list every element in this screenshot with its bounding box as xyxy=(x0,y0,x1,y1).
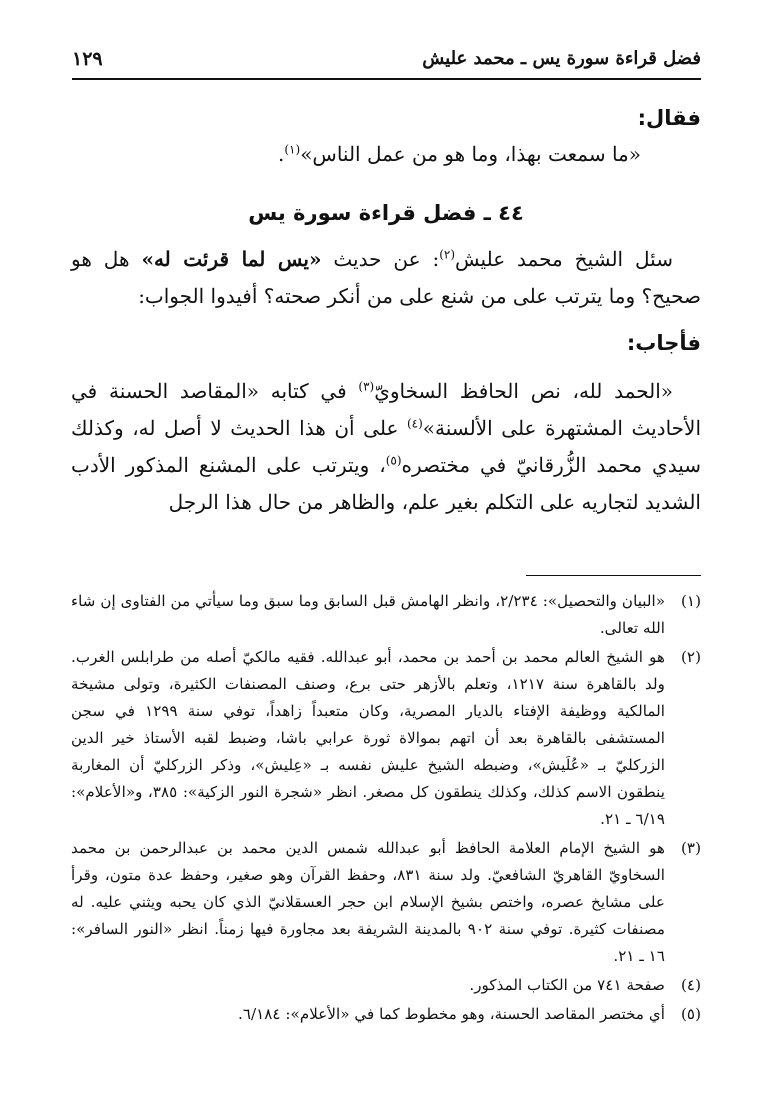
answer-part-c: على أن هذا الحديث لا أصل له، وكذلك سيدي محمد الزُّرقانيّ في مختصره xyxy=(71,416,701,477)
answer-part-d: ، ويترتب على المشنع المذكور الأدب الشديد لتجاريه على التكلم بغير علم، والظاهر من حال هذا الرجل xyxy=(71,453,701,514)
footnote-text: هو الشيخ العالم محمد بن أحمد بن محمد، أبو عبدالله. فقيه مالكيّ أصله من طرابلس الغرب. ولد بالقاهرة سنة ١٢١٧، وتعلم بالأزهر حتى برع، وصنف المصنفات الكثيرة، وتولى مشيخة المالكية ووظيفة الإفتاء بالديار المصرية، وكان متعبداً زاهداً، توفي سنة ١٢٩٩ في سجن المستشفى بالقاهرة بعد أن اتهم بموالاة ثورة عرابي باشا، وضبط لقبه الأستاذ خير الدين الزركليّ بـ «عُلَيش»، وضبطه الشيخ عليش نفسه بـ «عِليش»، وذكر الزركليّ أن المغاربة ينطقون الاسم كذلك، وكذلك ينطقون كل مصغر. انظر «شجرة النور الزكية»: ٣٨٥، و«الأعلام»: ٦/١٩ ـ ٢١. xyxy=(71,648,665,828)
footnote-ref-2: (٢) xyxy=(439,247,456,262)
quote-text: «ما سمعت بهذا، وما هو من عمل الناس» xyxy=(300,142,641,166)
footnote-5 xyxy=(71,1001,701,1028)
footnote-number: (٢) xyxy=(680,648,701,666)
running-title: فضل قراءة سورة يس ـ محمد عليش xyxy=(422,48,701,69)
answer-part-b: في كتابه «المقاصد الحسنة في الأحاديث المشتهرة على الألسنة» xyxy=(71,379,702,440)
footnote-ref-5: (٥) xyxy=(385,453,402,468)
page-number: ١٢٩ xyxy=(72,48,103,70)
footnote-text: «البيان والتحصيل»: ٢/٢٣٤، وانظر الهامش قبل السابق وما سبق وما سيأتي من الفتاوى إن شاء الله تعالى. xyxy=(71,592,665,637)
footnote-number: (٤) xyxy=(680,976,701,994)
main-text xyxy=(71,100,701,521)
footnote-ref-4: (٤) xyxy=(406,416,423,431)
question-paragraph xyxy=(71,241,701,315)
footnote-number: (٣) xyxy=(680,839,701,857)
footnote-ref-1: (١) xyxy=(284,142,301,157)
question-part-c: هل هو صحيح؟ وما يترتب على من شنع على من أنكر صحته؟ أفيدوا الجواب: xyxy=(71,247,701,308)
footnote-number: (١) xyxy=(680,592,701,610)
footnote-number: (٥) xyxy=(680,1005,701,1023)
answer-paragraph xyxy=(71,373,701,521)
footnote-4 xyxy=(71,972,701,999)
footnote-separator xyxy=(526,575,701,576)
label-qala: فقال: xyxy=(637,106,701,130)
label-answer: فأجاب: xyxy=(626,331,701,355)
footnote-text: صفحة ٧٤١ من الكتاب المذكور. xyxy=(469,976,665,994)
footnotes xyxy=(71,588,701,1030)
page-header xyxy=(72,46,701,76)
quote-end: . xyxy=(278,142,285,166)
footnote-3 xyxy=(71,835,701,970)
section-title: ٤٤ ـ فضل قراءة سورة يس xyxy=(248,201,524,225)
question-part-a: سئل الشيخ محمد عليش xyxy=(455,247,673,271)
footnote-text: أي مختصر المقاصد الحسنة، وهو مخطوط كما في «الأعلام»: ٦/١٨٤. xyxy=(238,1005,665,1023)
footnote-2 xyxy=(71,644,701,833)
footnote-text: هو الشيخ الإمام العلامة الحافظ أبو عبدالله شمس الدين محمد بن عبدالرحمن بن محمد السخاويّ القاهريّ الشافعيّ. ولد سنة ٨٣١، وحفظ القرآن وهو صغير، وحفظ عدة متون، وقرأ على مشايخ عصره، واختص بشيخ الإسلام ابن حجر العسقلانيّ الذي كان يحبه ويثني عليه. له مصنفات كثيرة. توفي سنة ٩٠٢ بالمدينة الشريفة بعد مجاورة فيها زمناً. انظر «النور السافر»: ١٦ ـ ٢١. xyxy=(71,839,666,965)
hadith-title: «يس لما قرئت له» xyxy=(141,247,322,271)
footnote-ref-3: (٣) xyxy=(358,379,375,394)
question-part-b: : عن حديث xyxy=(321,247,440,271)
footnote-1 xyxy=(71,588,701,642)
header-rule xyxy=(72,78,701,80)
quote-paragraph xyxy=(71,136,641,173)
answer-part-a: «الحمد لله، نص الحافظ السخاويّ xyxy=(374,379,673,403)
